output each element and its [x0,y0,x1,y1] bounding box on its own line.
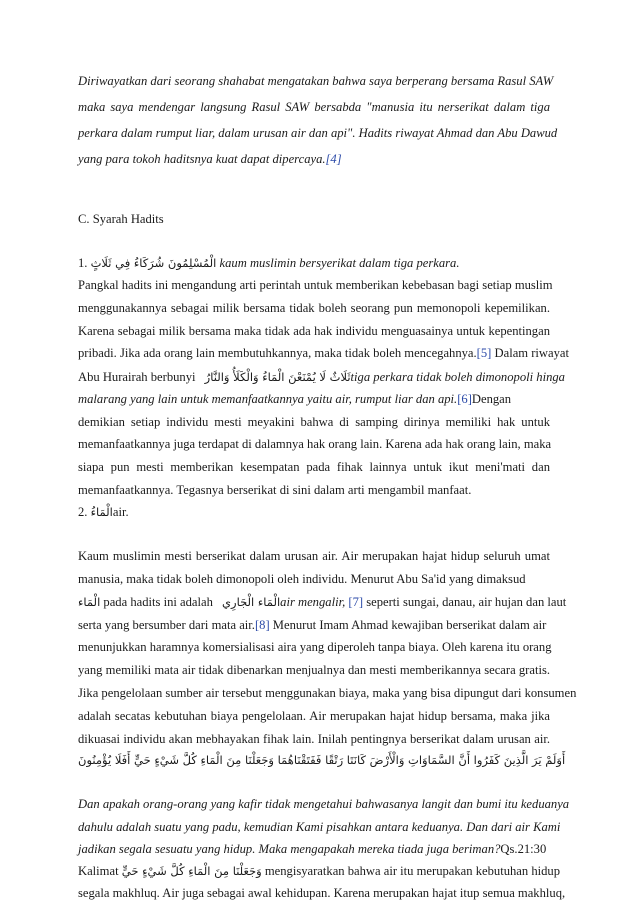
footnote-ref-7[interactable]: [7] [348,594,364,609]
p1-line-8: memanfaatkannya juga terdapat di dalamnya hak orang lain. Karena ada hak orang lain, maka [78,437,552,452]
item-1-line [78,257,550,270]
p1-line-6-italic: malarang yang lain untuk memanfaatkannya yaitu air, rumput liar dan api. [78,391,458,406]
p2-line-3-tail: seperti sungai, danau, air hujan dan laut [366,594,567,609]
footnote-ref-6[interactable]: [6] [457,391,472,406]
p1-line-6 [78,393,550,406]
p1-line-1: Pangkal hadits ini mengandung arti perintah untuk memberikan kebebasan bagi setiap muslim [78,277,553,292]
p3-line-2: dahulu adalah suatu yang padu, kemudian Kami pisahkan antara keduanya. Dan dari air Kami [78,819,561,834]
p1-line-2: menggunakannya sebagai milik bersama tidak boleh seorang pun memonopoli kepemilikan. [78,301,550,316]
p2-line-2: manusia, maka tidak boleh dimonopoli oleh individu. Menurut Abu Sa'id yang dimaksud [78,572,526,587]
p2-line-7: Jika pengelolaan sumber air tersebut menggunakan biaya, maka yang bisa dipungut dari konsumen [78,686,577,701]
p1-line-5 [78,369,565,384]
p3-line-3-ref: Qs.21:30 [500,842,547,856]
p2-line-4-text: serta yang bersumber dari mata air. [78,617,255,632]
quote-line-4 [78,153,550,166]
p1-line-3: Karena sebagai milik bersama maka tidak ada hak individu menguasainya untuk kepentingan [78,324,550,339]
item-1-italic: kaum muslimin bersyerikat dalam tiga perkara. [219,255,460,270]
quote-line-1: Diriwayatkan dari seorang shahabat mengatakan bahwa saya berperang bersama Rasul SAW [78,74,554,88]
item-2-line [78,506,550,519]
quran-verse-line [78,753,566,768]
p3-line-3 [78,843,550,856]
item-2-number: 2. [78,504,88,519]
p1-line-5-italic: tiga perkara tidak boleh dimonopoli hinga [350,369,565,384]
p1-line-9: siapa pun mesti memberikan kesempatan pada fihak lainnya untuk ikut meni'mati dan [78,460,550,475]
p3-line-4 [78,864,561,879]
p1-line-5-arabic: ثَلَاثٌ لَا يُمْنَعْنَ الْمَاءُ وَالْكَلَأُ وَالنَّارُ [204,369,351,384]
quran-verse-arabic: أَوَلَمْ يَرَ الَّذِينَ كَفَرُوا أَنَّ السَّمَاوَاتِ وَالْأَرْضَ كَانَتَا رَتْقًا فَفَتَقْنَاهُمَا وَجَعَلْنَا مِنَ الْمَاءِ كُلَّ شَيْءٍ حَيٍّ أَفَلَا يُؤْمِنُونَ [78,753,566,768]
p3-line-3-italic: jadikan segala sesuatu yang hidup. Maka mengapakah mereka tiada juga beriman? [78,842,501,856]
p2-line-6: yang memiliki mata air tidak dibenarkan menjualnya dan mesti memberikannya secara gratis. [78,663,550,678]
p2-line-3-italic: air mengalir, [280,594,346,609]
p2-line-9: dikuasai individu akan mebhayakan fihak lain. Inilah pentingnya berserikat dalam urusan air. [78,731,550,746]
p3-line-4-text: Kalimat [78,864,119,879]
section-heading: C. Syarah Hadits [78,212,164,227]
p2-line-8: adalah secatas kebutuhan biaya pengelolaan. Air merupakan hajat hidup bersama, maka jika [78,708,550,723]
p1-line-4-text: pribadi. Jika ada orang lain membutuhkannya, maka tidak boleh mencegahnya. [78,346,477,361]
p1-line-4 [78,346,569,361]
p1-line-4-tail: Dalam riwayat [494,346,569,361]
p3-line-4-tail: mengisyaratkan bahwa air itu merupakan kebutuhan hidup [264,864,561,879]
footnote-ref-4[interactable]: [4] [325,152,342,167]
p2-line-4-tail: Menurut Imam Ahmad kewajiban berserikat dalam air [272,617,547,632]
p3-line-1: Dan apakah orang-orang yang kafir tidak mengetahui bahwasanya langit dan bumi itu keduanya [78,796,570,811]
item-2-arabic: الْمَاءُ [90,504,113,519]
quote-line-4-text: yang para tokoh haditsnya kuat dapat dipercaya. [78,152,326,167]
p2-line-3-arabic-2: الْمَاء الْجَارِي [222,594,281,609]
p1-line-5-text: Abu Hurairah berbunyi [78,369,196,384]
item-1-number: 1. [78,255,88,270]
p3-line-5: segala makhluq. Air juga sebagai awal kehidupan. Karena merupakan hajat itup semua makhluq, [78,886,566,901]
item-1-arabic: الْمُسْلِمُونَ شُرَكَاءُ فِي ثَلَاثٍ [90,255,217,270]
p2-line-5: menunjukkan haramnya komersialisasi aira yang diperoleh tanpa biaya. Oleh karena itu orang [78,640,552,655]
quote-line-2: maka saya mendengar langsung Rasul SAW bersabda "manusia itu nerserikat dalam tiga [78,100,550,115]
p2-line-3 [78,594,567,609]
p3-line-4-arabic: وَجَعَلْنَا مِنَ الْمَاءِ كُلَّ شَيْءٍ حَيٍّ [121,864,262,879]
p2-line-3-arabic-1: الْمَاء [78,594,101,609]
p1-line-10: memanfaatkannya. Tegasnya berserikat di sini dalam arti mengambil manfaat. [78,482,472,497]
p2-line-1: Kaum muslimin mesti berserikat dalam urusan air. Air merupakan hajat hidup seluruh umat [78,549,550,564]
p1-line-6-tail: Dengan [471,391,512,406]
quote-line-3: perkara dalam rumput liar, dalam urusan air dan api". Hadits riwayat Ahmad dan Abu Dawud [78,126,558,141]
footnote-ref-8[interactable]: [8] [254,617,270,632]
p2-line-3-text: pada hadits ini adalah [103,594,213,609]
footnote-ref-5[interactable]: [5] [476,346,492,361]
p2-line-4 [78,619,550,632]
item-2-text: air. [112,504,129,519]
p1-line-7: demikian setiap individu mesti meyakini bahwa di samping dirinya memiliki hak untuk [78,415,550,429]
